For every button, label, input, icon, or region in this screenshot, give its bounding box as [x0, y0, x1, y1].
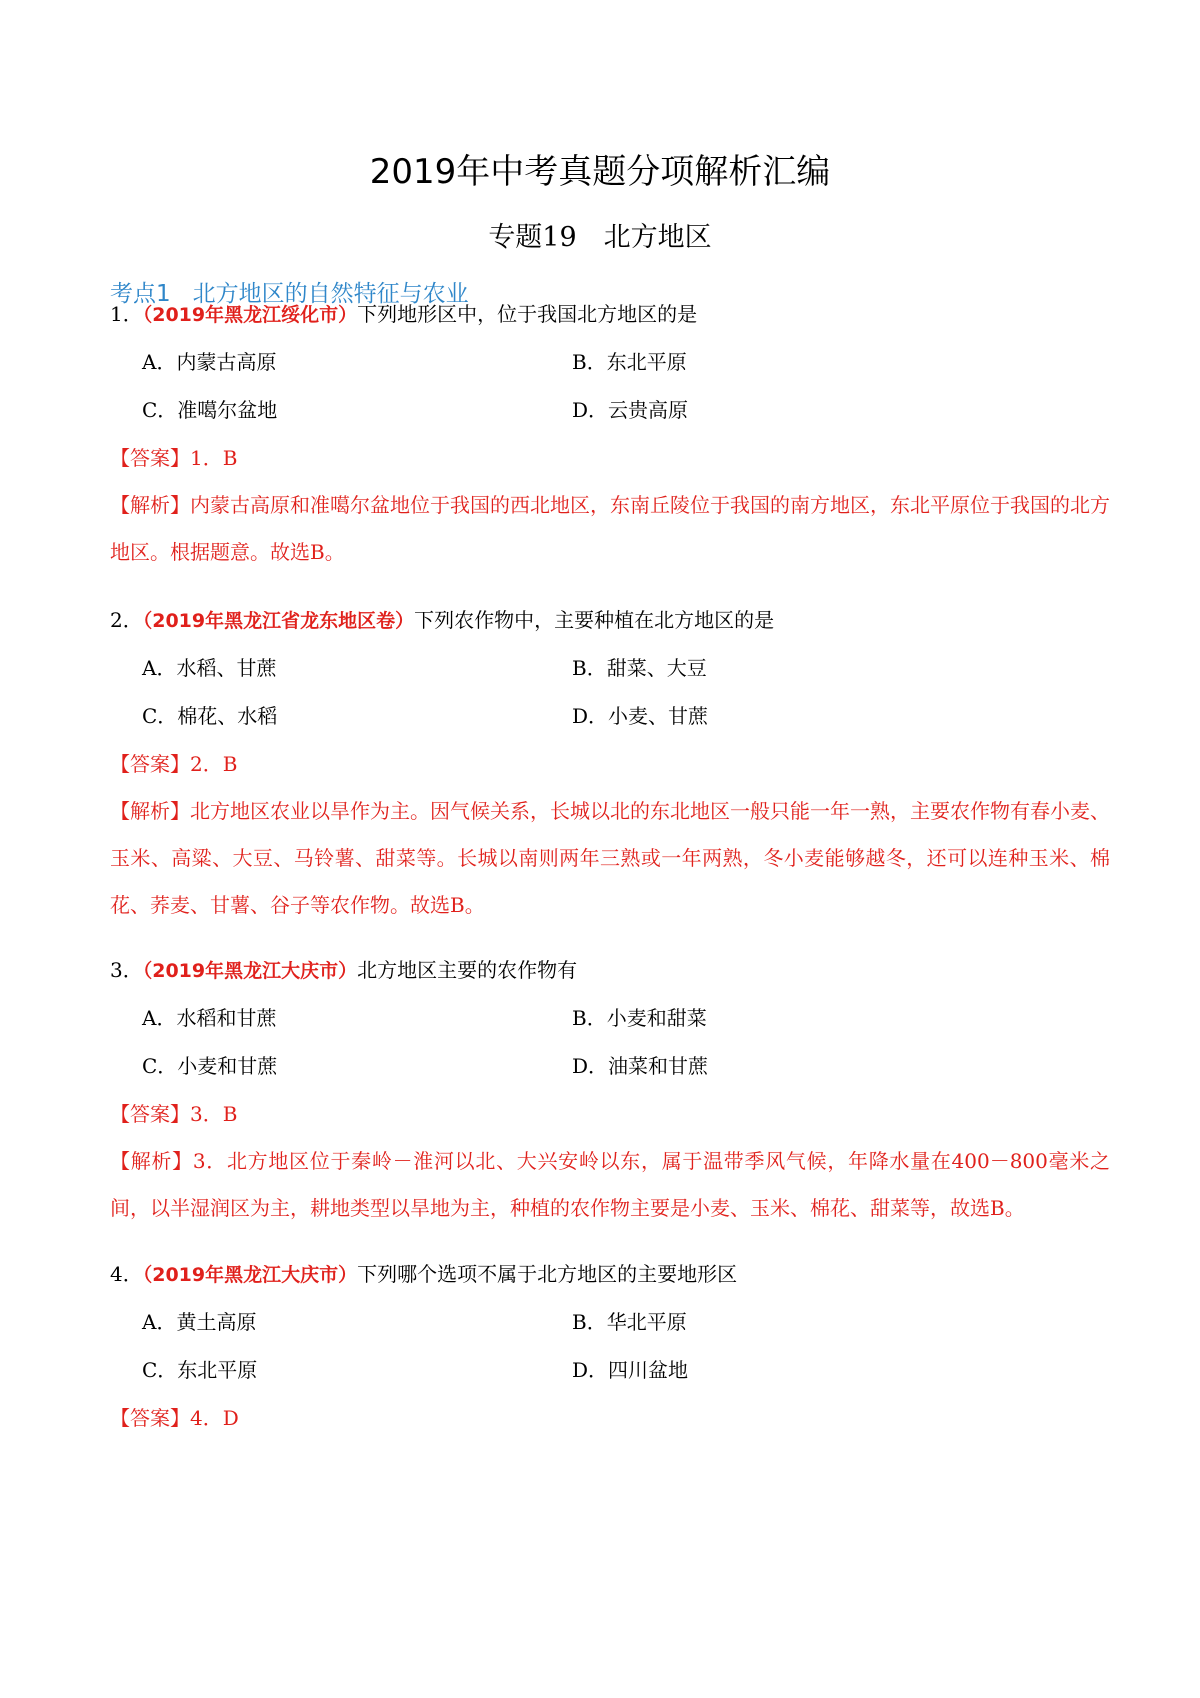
answer-tag: 【答案】 [110, 446, 190, 470]
answer-tag: 【答案】 [110, 1406, 190, 1430]
option-d: D．四川盆地 [572, 1358, 689, 1382]
answer [110, 434, 1110, 482]
option-b: B．华北平原 [572, 1310, 687, 1334]
explanation-text: 北方地区农业以旱作为主。因气候关系，长城以北的东北地区一般只能一年一熟，主要农作物有春小麦、玉米、高粱、大豆、马铃薯、甜菜等。长城以南则两年三熟或一年两熟，冬小麦能够越冬，还可以连种玉米、棉花、荞麦、甘薯、谷子等农作物。故选B。 [110, 799, 1110, 917]
answer [110, 1090, 1110, 1138]
option-a: A．水稻、甘蔗 [142, 656, 277, 680]
question-text: 北方地区主要的农作物有 [357, 958, 578, 982]
question-text: 下列地形区中，位于我国北方地区的是 [357, 302, 698, 326]
question-2 [110, 596, 1110, 929]
answer-value: 4．D [190, 1406, 239, 1430]
question-source: （2019年黑龙江绥化市） [142, 304, 358, 326]
option-c: C．棉花、水稻 [142, 704, 278, 728]
answer-value: 3．B [190, 1102, 238, 1126]
answer [110, 740, 1110, 788]
explanation-text: 内蒙古高原和准噶尔盆地位于我国的西北地区，东南丘陵位于我国的南方地区，东北平原位于我国的北方地区。根据题意。故选B。 [110, 493, 1110, 564]
question-number: 3． [110, 958, 143, 982]
question-number: 2． [110, 608, 143, 632]
option-d: D．小麦、甘蔗 [572, 704, 709, 728]
question-number: 4． [110, 1262, 143, 1286]
option-c: C．小麦和甘蔗 [142, 1054, 278, 1078]
options [110, 994, 1110, 1090]
question-stem [110, 290, 1110, 338]
option-b: B．东北平原 [572, 350, 687, 374]
question-3 [110, 946, 1110, 1232]
option-b: B．甜菜、大豆 [572, 656, 707, 680]
answer [110, 1394, 1110, 1442]
option-a: A．水稻和甘蔗 [142, 1006, 277, 1030]
question-source: （2019年黑龙江大庆市） [142, 1264, 358, 1286]
option-d: D．云贵高原 [572, 398, 689, 422]
options [110, 338, 1110, 434]
question-stem [110, 596, 1110, 644]
options [110, 1298, 1110, 1394]
question-source: （2019年黑龙江大庆市） [142, 960, 358, 982]
option-c: C．东北平原 [142, 1358, 258, 1382]
answer-value: 2．B [190, 752, 238, 776]
explanation-text: 3．北方地区位于秦岭－淮河以北、大兴安岭以东，属于温带季风气候，年降水量在400－800毫米之间，以半湿润区为主，耕地类型以旱地为主，种植的农作物主要是小麦、玉米、棉花、甜菜等，故选B。 [110, 1149, 1110, 1220]
option-a: A．内蒙古高原 [142, 350, 277, 374]
answer-value: 1．B [190, 446, 238, 470]
document-subtitle: 专题19 北方地区 [488, 222, 712, 253]
explanation-tag: 【解析】 [110, 799, 190, 823]
question-text: 下列农作物中，主要种植在北方地区的是 [414, 608, 775, 632]
option-c: C．准噶尔盆地 [142, 398, 278, 422]
explanation-tag: 【解析】 [110, 493, 190, 517]
section-label: 考点1 [110, 281, 171, 307]
explanation-tag: 【解析】 [110, 1149, 193, 1173]
options [110, 644, 1110, 740]
option-d: D．油菜和甘蔗 [572, 1054, 709, 1078]
explanation [110, 482, 1110, 576]
question-number: 1． [110, 302, 143, 326]
answer-tag: 【答案】 [110, 752, 190, 776]
question-stem [110, 946, 1110, 994]
question-text: 下列哪个选项不属于北方地区的主要地形区 [357, 1262, 738, 1286]
option-a: A．黄土高原 [142, 1310, 257, 1334]
question-4 [110, 1250, 1110, 1442]
question-source: （2019年黑龙江省龙东地区卷） [142, 610, 415, 632]
answer-tag: 【答案】 [110, 1102, 190, 1126]
section-name: 北方地区的自然特征与农业 [192, 281, 469, 307]
question-1 [110, 290, 1110, 576]
option-b: B．小麦和甜菜 [572, 1006, 707, 1030]
document-title: 2019年中考真题分项解析汇编 [369, 152, 831, 192]
explanation [110, 1138, 1110, 1232]
question-stem [110, 1250, 1110, 1298]
explanation [110, 788, 1110, 929]
